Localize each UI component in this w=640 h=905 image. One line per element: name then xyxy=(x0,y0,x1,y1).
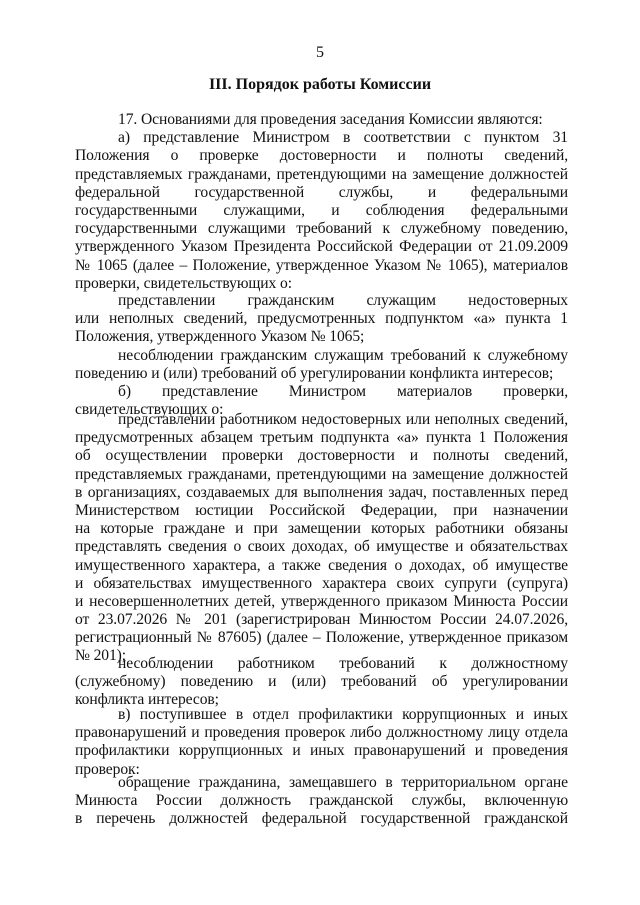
page-number: 5 xyxy=(316,44,324,61)
text-line: от 23.07.2026 № 201 (зарегистрирован Минюстом России 24.07.2026, xyxy=(75,611,568,629)
text-line: профилактики коррупционных и иных правонарушений и проведения xyxy=(75,742,568,760)
text-line: Минюста России должность гражданской службы, включенную xyxy=(75,792,568,810)
text-line: правонарушений и проведения проверок либо должностному лицу отдела xyxy=(75,724,568,742)
text-line: представляемых гражданами, претендующими на замещение должностей xyxy=(75,165,568,183)
text-line: государственными служащими, и соблюдения федеральными xyxy=(75,201,568,219)
text-line: Министерством юстиции Российской Федерации, при назначении xyxy=(75,501,568,519)
text-line: в перечень должностей федеральной государственной гражданской xyxy=(75,810,568,828)
paragraph-group xyxy=(75,706,568,779)
text-line: б) представление Министром материалов проверки, xyxy=(118,382,568,400)
paragraph-group xyxy=(75,774,568,829)
text-line: № 201); xyxy=(75,647,126,665)
section-title: III. Порядок работы Комиссии xyxy=(208,76,432,93)
text-line: в) поступившее в отдел профилактики коррупционных и иных xyxy=(118,706,568,723)
text-line: утвержденного Указом Президента Российской Федерации от 21.09.2009 xyxy=(75,238,568,256)
text-line: Положения о проверке достоверности и полноты сведений, xyxy=(75,147,568,165)
text-line: Положения, утвержденного Указом № 1065; xyxy=(75,328,365,346)
text-line: представляемых гражданами, претендующими на замещение должностей xyxy=(75,465,568,483)
text-line: проверок: xyxy=(75,760,140,778)
paragraph-group xyxy=(75,292,568,419)
text-line: 17. Основаниями для проведения заседания Комиссии являются: xyxy=(118,111,543,128)
text-line: регистрационный № 87605) (далее – Положение, утвержденное приказом xyxy=(75,629,568,647)
text-line: в организациях, создаваемых для выполнения задач, поставленных перед xyxy=(75,483,568,501)
text-line: обращение гражданина, замещавшего в территориальном органе xyxy=(118,774,568,791)
text-line: конфликта интересов; xyxy=(75,691,219,709)
text-line: представлении работником недостоверных или неполных сведений, xyxy=(118,411,568,428)
paragraph-group xyxy=(75,411,568,666)
paragraph-group xyxy=(75,111,568,293)
text-line: государственными служащими требований к служебному поведению, xyxy=(75,220,568,238)
text-line: поведению и (или) требований об урегулировании конфликта интересов; xyxy=(75,364,554,382)
text-line: несоблюдении гражданским служащим требований к служебному xyxy=(118,346,568,364)
text-line: № 1065 (далее – Положение, утвержденное Указом № 1065), материалов xyxy=(75,256,568,274)
text-line: и несовершеннолетних детей, утвержденного приказом Минюста России xyxy=(75,592,568,610)
text-line: свидетельствующих о: xyxy=(75,401,224,419)
text-line: федеральной государственной службы, и федеральными xyxy=(75,183,568,201)
text-line: представлении гражданским служащим недостоверных xyxy=(118,292,568,309)
text-line: несоблюдении работником требований к должностному xyxy=(118,655,568,672)
text-line: представлять сведения о своих доходах, об имуществе и обязательствах xyxy=(75,538,568,556)
text-line: (служебному) поведению и (или) требований об урегулировании xyxy=(75,673,568,691)
text-line: проверки, свидетельствующих о: xyxy=(75,274,292,292)
text-line: предусмотренных абзацем третьим подпункта «а» пункта 1 Положения xyxy=(75,429,568,447)
text-line: а) представление Министром в соответствии с пунктом 31 xyxy=(118,129,568,147)
text-line: или неполных сведений, предусмотренных подпунктом «а» пункта 1 xyxy=(75,310,568,328)
text-line: на которые граждане и при замещении которых работники обязаны xyxy=(75,520,568,538)
text-line: об осуществлении проверки достоверности и полноты сведений, xyxy=(75,447,568,465)
text-line: имущественного характера, а также сведения о доходах, об имуществе xyxy=(75,556,568,574)
text-line: и обязательствах имущественного характера своих супруги (супруга) xyxy=(75,574,568,592)
paragraph-group xyxy=(75,655,568,710)
